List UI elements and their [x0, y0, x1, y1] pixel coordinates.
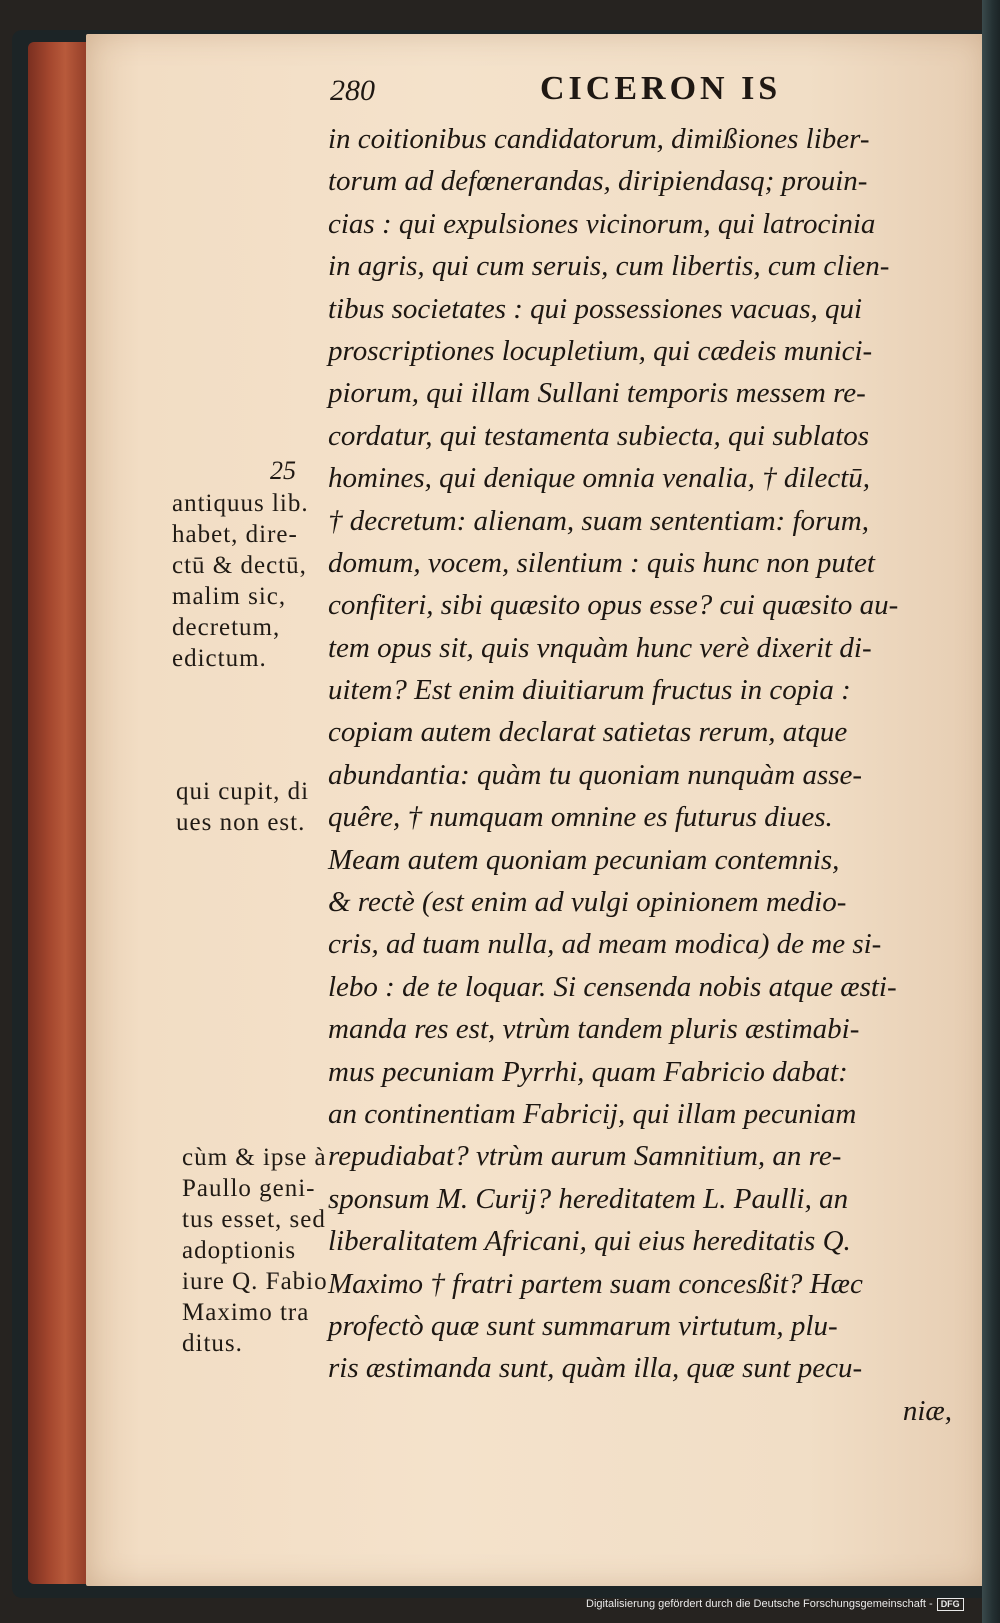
margin-note-line: tus esset, sed [182, 1206, 326, 1233]
text-line: in agris, qui cum seruis, cum libertis, cum clien- [328, 250, 890, 283]
main-text-block [328, 118, 968, 1432]
margin-note-variant-reading [172, 488, 309, 674]
margin-note-line: decretum, [172, 614, 281, 641]
text-line: cordatur, qui testamenta subiecta, qui sublatos [328, 419, 870, 452]
margin-note-cupit [176, 776, 309, 838]
margin-note-line: Maximo tra [182, 1299, 310, 1326]
text-line: profectò quæ sunt summarum virtutum, plu- [328, 1309, 838, 1342]
margin-note-line: iure Q. Fabio [182, 1268, 328, 1295]
text-line: domum, vocem, silentium : quis hunc non putet [328, 546, 875, 579]
page-fore-edge [28, 42, 90, 1584]
digitization-credit [586, 1598, 964, 1611]
text-line: Maximo † fratri partem suam concesßit? Hæc [328, 1267, 863, 1300]
margin-note-line: adoptionis [182, 1237, 297, 1264]
text-line: cias : qui expulsiones vicinorum, qui latrocinia [328, 207, 876, 240]
text-line: tem opus sit, quis vnquàm hunc verè dixerit di- [328, 631, 872, 664]
text-line: manda res est, vtrùm tandem pluris æstimabi- [328, 1013, 860, 1046]
text-line: an continentiam Fabricij, qui illam pecuniam [328, 1097, 857, 1130]
text-line: tibus societates : qui possessiones vacuas, qui [328, 292, 863, 325]
text-line: in coitionibus candidatorum, dimißiones liber- [328, 123, 870, 155]
margin-note-line: Paullo geni- [182, 1175, 316, 1202]
margin-note-line: ctū & dectū, [172, 552, 307, 579]
page-number: 280 [330, 74, 375, 107]
scan-edge-strip [982, 0, 1000, 1623]
margin-note-line: qui cupit, di [176, 778, 310, 805]
text-line: piorum, qui illam Sullani temporis messem re- [328, 377, 866, 410]
text-line: lebo : de te loquar. Si censenda nobis atque æsti- [328, 970, 897, 1003]
dfg-logo: DFG [937, 1598, 964, 1611]
running-head: CICERON IS [540, 70, 782, 107]
margin-note-line: edictum. [172, 645, 267, 672]
text-line: niæ, [902, 1394, 952, 1427]
margin-note-paullo [182, 1142, 328, 1359]
margin-note-line: habet, dire- [172, 521, 298, 548]
margin-note-line: ditus. [182, 1330, 243, 1357]
credit-text: Digitalisierung gefördert durch die Deutsche Forschungsgemeinschaft - [586, 1598, 933, 1610]
text-line: & rectè (est enim ad vulgi opinionem medio- [328, 886, 847, 919]
margin-note-line: malim sic, [172, 583, 287, 610]
text-line: Meam autem quoniam pecuniam contemnis, [328, 843, 840, 876]
text-line: confiteri, sibi quæsito opus esse? cui quæsito au- [328, 589, 899, 622]
text-line: mus pecuniam Pyrrhi, quam Fabricio dabat: [328, 1055, 848, 1088]
margin-note-line: antiquus lib. [172, 490, 309, 517]
text-line: uitem? Est enim diuitiarum fructus in copia : [328, 674, 851, 707]
text-line: ris æstimanda sunt, quàm illa, quæ sunt pecu- [328, 1352, 863, 1385]
line-number: 25 [270, 456, 296, 485]
text-line: sponsum M. Curij? hereditatem L. Paulli, an [328, 1182, 849, 1215]
text-line: homines, qui denique omnia venalia, † dilectū, [328, 462, 871, 495]
text-line: proscriptiones locupletium, qui cædeis munici- [328, 334, 873, 367]
margin-note-line: ues non est. [176, 809, 306, 836]
text-line: quêre, † numquam omnine es futurus diues. [328, 801, 833, 834]
text-line: copiam autem declarat satietas rerum, atque [328, 716, 848, 749]
text-line: cris, ad tuam nulla, ad meam modica) de me si- [328, 928, 882, 961]
text-line: repudiabat? vtrùm aurum Samnitium, an re- [328, 1140, 842, 1173]
text-line: abundantia: quàm tu quoniam nunquàm asse- [328, 758, 863, 791]
text-line: liberalitatem Africani, qui eius hereditatis Q. [328, 1225, 851, 1258]
text-line: † decretum: alienam, suam sententiam: forum, [328, 504, 869, 537]
text-line: torum ad defœnerandas, diripiendasq; prouin- [328, 165, 868, 198]
margin-note-line: cùm & ipse à [182, 1144, 327, 1171]
